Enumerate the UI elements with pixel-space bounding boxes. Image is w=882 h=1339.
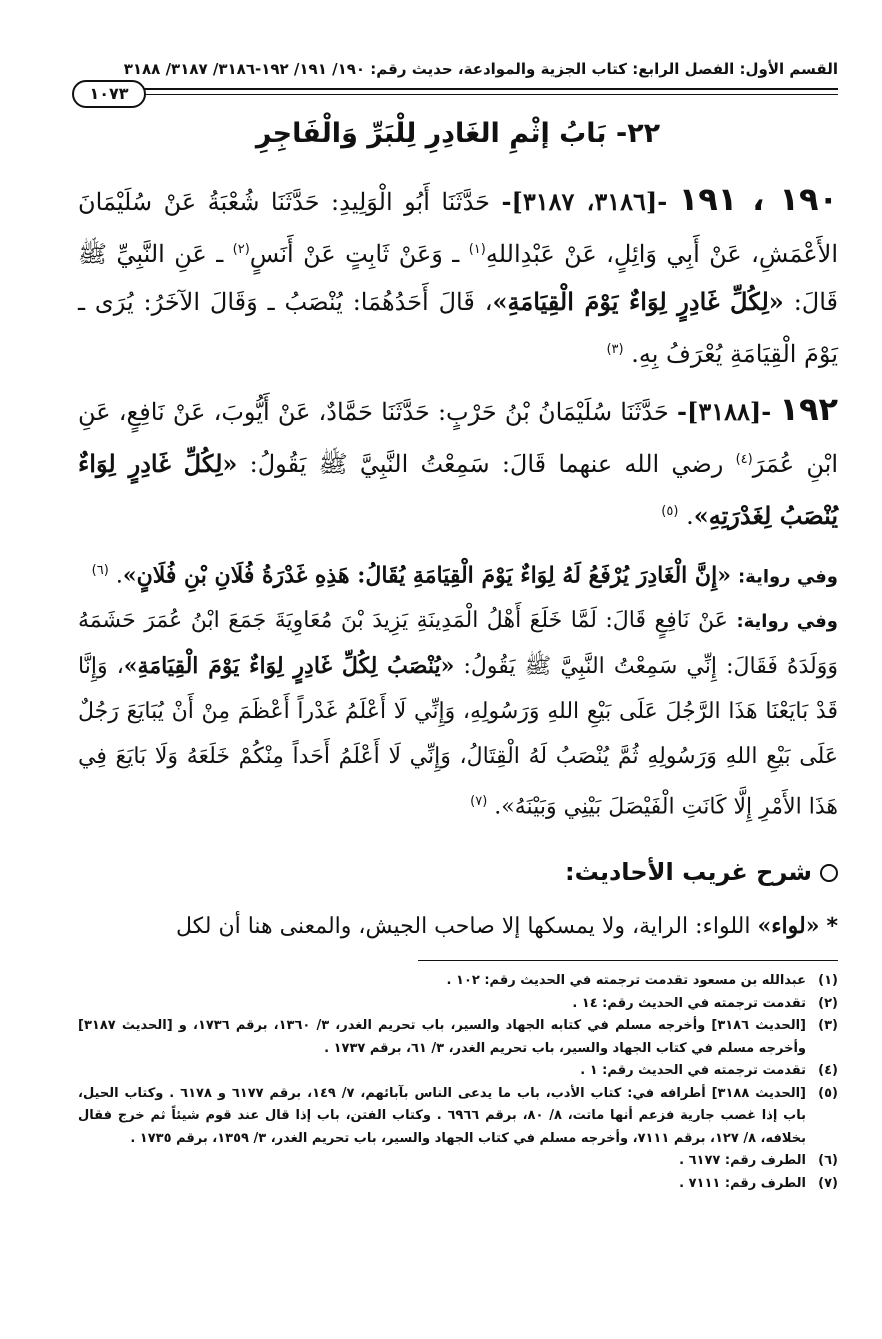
circle-bullet-icon	[820, 864, 838, 882]
riwaya-lead: وفي رواية:	[736, 611, 838, 632]
hadith-refs: -[٣١٨٦، ٣١٨٧]-	[501, 187, 668, 216]
footnote	[78, 1150, 838, 1173]
header-rule	[78, 88, 838, 90]
riwaya-text: ، وَإِنَّا قَدْ بَايَعْنَا هَذَا الرَّجُلَ عَلَى بَيْعِ اللهِ وَرَسُولِهِ، وَإِنِّي لَا أَعْلَمُ غَدْراً أَعْظَمَ مِنْ أَنْ يُبَايَعَ رَجُلٌ عَلَى بَيْعِ اللهِ وَرَسُولِهِ ثُمَّ يُنْصَبُ لَهُ الْقِتَالُ، وَإِنِّي لَا أَعْلَمُ أَحَداً مِنْكُمْ خَلَعَهُ وَلَا بَايَعَ فِي هَذَا الأَمْرِ إِلَّا كَانَتِ الْفَيْصَلَ بَيْنِي وَبَيْنَهُ»	[78, 654, 838, 820]
gloss-text: اللواء: الراية، ولا يمسكها إلا صاحب الجيش، والمعنى هنا أن لكل	[175, 914, 751, 939]
hadith-190-191	[78, 176, 838, 378]
hadith-number: ١٩٠ ، ١٩١	[678, 180, 838, 218]
footnote-number: (١)	[818, 973, 838, 988]
footnote-number: (٦)	[818, 1153, 838, 1168]
hadith-text: .	[686, 502, 694, 530]
footnote	[78, 1083, 838, 1151]
chapter-title: ٢٢- بَابُ إثْمِ الغَادِرِ لِلْبَرِّ وَالْفَاجِرِ	[255, 118, 661, 149]
riwaya-text: عَنْ نَافِعٍ قَالَ: لَمَّا خَلَعَ أَهْلُ الْمَدِينَةِ يَزِيدَ بْنَ مُعَاوِيَةَ جَمَعَ ابْنُ عُمَرَ حَشَمَهُ وَوَلَدَهُ فَقَالَ: إِنِّي سَمِعْتُ النَّبِيَّ ﷺ يَقُولُ:	[78, 608, 838, 679]
hadith-text: ، قَالَ أَحَدُهُمَا: يُنْصَبُ ـ وَقَالَ الآخَرُ: يُرَى ـ يَوْمَ الْقِيَامَةِ يُعْرَفُ بِهِ.	[78, 288, 838, 368]
hadith-text: رضي الله عنهما قَالَ: سَمِعْتُ النَّبِيَّ ﷺ يَقُولُ:	[249, 450, 724, 478]
footnote-divider	[418, 960, 838, 961]
footnote-text: تقدمت ترجمته في الحديث رقم: ١ .	[580, 1063, 806, 1078]
footnote-text: [الحديث ٣١٨٦] وأخرجه مسلم في كتابه الجهاد والسير، باب تحريم الغدر، ٣/ ١٣٦٠، برقم ١٧٣٦، و [الحديث ٣١٨٧] وأخرجه مسلم في كتاب الجهاد والسير، باب تحريم الغدر، ٣/ ٦١، برقم ١٧٣٧ .	[78, 1018, 806, 1056]
prophetic-quote: «إِنَّ الْغَادِرَ يُرْفَعُ لَهُ لِوَاءٌ يَوْمَ الْقِيَامَةِ يُقَالُ: هَذِهِ غَدْرَةُ فُلَانِ بْنِ فُلَانٍ»	[122, 562, 731, 589]
footnote-text: الطرف رقم: ٧١١١ .	[679, 1175, 806, 1191]
riwaya-text: .	[494, 794, 502, 820]
footnote-number: (٤)	[818, 1063, 838, 1078]
footnote	[78, 993, 838, 1016]
hadith-text: حَدَّثَنَا أَبُو الْوَلِيدِ: حَدَّثَنَا شُعْبَةُ عَنْ سُلَيْمَانَ الأَعْمَشِ، عَنْ أَبِي وَائِلٍ، عَنْ عَبْدِاللهِ	[78, 188, 839, 268]
header-rule-thin	[78, 94, 838, 95]
section-heading	[565, 858, 838, 886]
gloss-term: «لواء»	[757, 913, 820, 939]
footnote-number: (٢)	[818, 995, 838, 1011]
riwaya-lead: وفي رواية:	[737, 566, 838, 588]
riwaya-text: .	[115, 563, 123, 589]
running-header	[78, 58, 838, 86]
footnote	[78, 1060, 838, 1083]
footnote-text: [الحديث ٣١٨٨] أطرافه في: كتاب الأدب، باب ما يدعى الناس بآبائهم، ٧/ ١٤٩، برقم ٦١٧٧ و ٦١٧٨ . وكتاب الحيل، باب إذا غصب جارية فزعم أنها ماتت، ٨/ ٨٠، برقم ٦٩٦٦ . وكتاب الفتن، باب إذا قال عند قوم شيئاً ثم خرج فقال بخلافه، ٨/ ١٢٧، برقم ٧١١١، وأخرجه مسلم في كتاب الجهاد والسير، باب تحريم الغدر، ٣/ ١٣٥٩، برقم ١٧٣٥ .	[78, 1085, 807, 1146]
footnote-marker: (١)	[468, 242, 486, 257]
hadith-number: ١٩٢	[779, 390, 838, 428]
riwaya-1	[78, 548, 838, 599]
section-heading-text: شرح غريب الأحاديث:	[564, 858, 812, 886]
footnotes	[78, 970, 838, 1195]
riwaya-2	[78, 598, 838, 829]
footnote-number: (٧)	[818, 1175, 838, 1191]
footnote-text: الطرف رقم: ٦١٧٧ .	[679, 1153, 806, 1168]
prophetic-quote: «يُنْصَبُ لِكُلِّ غَادِرٍ لِوَاءٌ يَوْمَ الْقِيَامَةِ»	[123, 653, 455, 679]
running-title: القسم الأول: الفصل الرابع: كتاب الجزية والموادعة، حديث رقم: ١٩٠/ ١٩١/ ١٩٢-٣١٨٦/ ٣١٨٧/ ٣١٨٨	[123, 60, 838, 78]
hadith-text: ـ عَنِ النَّبِيِّ ﷺ قَالَ:	[78, 240, 838, 316]
asterisk-icon: *	[826, 914, 838, 939]
footnote-text: تقدمت ترجمته في الحديث رقم: ١٤ .	[572, 995, 806, 1011]
prophetic-quote: «لِكُلِّ غَادِرٍ لِوَاءٌ يَوْمَ الْقِيَامَةِ»	[492, 287, 784, 316]
hadith-text: حَدَّثَنَا سُلَيْمَانُ بْنُ حَرْبٍ: حَدَّثَنَا حَمَّادٌ، عَنْ أَيُّوبَ، عَنْ نَافِعٍ، عَنِ ابْنِ عُمَرَ	[78, 398, 839, 478]
footnote-number: (٥)	[818, 1085, 838, 1101]
hadith-text: ـ وَعَنْ ثَابِتٍ عَنْ أَنَسٍ	[249, 240, 460, 268]
gloss-entry	[78, 906, 838, 947]
footnote	[78, 1173, 838, 1196]
prophetic-quote: «لِكُلِّ غَادِرٍ لِوَاءٌ يُنْصَبُ لِغَدْرَتِهِ»	[78, 449, 838, 530]
footnote-marker: (٧)	[470, 794, 488, 809]
hadith-192	[78, 386, 838, 540]
page-number: ١٠٧٣	[72, 80, 146, 108]
footnote-marker: (٥)	[661, 504, 679, 519]
footnote-marker: (٤)	[735, 452, 753, 467]
footnote-text: عبدالله بن مسعود تقدمت ترجمته في الحديث رقم: ١٠٢ .	[446, 973, 806, 988]
footnote-marker: (٢)	[232, 242, 250, 257]
footnote-marker: (٣)	[606, 342, 624, 357]
hadith-refs: -[٣١٨٨]-	[677, 397, 772, 426]
footnote	[78, 1015, 838, 1060]
footnote	[78, 970, 838, 993]
footnote-marker: (٦)	[91, 563, 109, 578]
footnote-number: (٣)	[818, 1018, 838, 1033]
